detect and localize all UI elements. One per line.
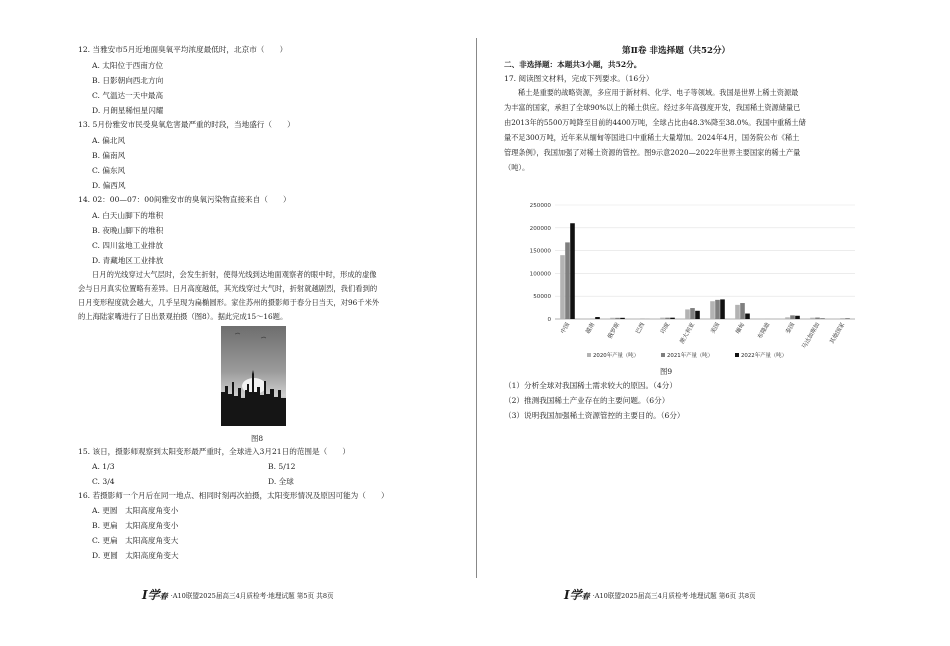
right-footer-text: ·A10联盟2025届高三4月质检考·地理试题 第6页 共8页 <box>592 591 756 600</box>
material-line-4: 量不足300万吨，近年来从缅甸等国进口中重稀土大量增加。2024年4月，国务院公布《稀土 <box>504 133 800 142</box>
q13-option-c: C. 偏东风 <box>92 166 126 175</box>
bar-2022-9 <box>795 316 800 319</box>
material-line-1: 稀土是重要的战略资源，多应用于新材料、化学、电子等领域。我国是世界上稀土资源最 <box>518 88 799 97</box>
bar-2021-0 <box>565 242 570 319</box>
x-tick-label: 泰国 <box>785 322 797 336</box>
figure-8-caption: 图8 <box>251 434 264 443</box>
q15-option-d: D. 全球 <box>268 477 294 486</box>
bar-2022-6 <box>720 299 725 319</box>
legend-label: 2022年产量（吨） <box>741 353 788 359</box>
right-footer <box>564 586 756 603</box>
figure-9-caption: 图9 <box>660 367 673 376</box>
passage-line-3: 日月变形程度就会越大，几乎呈现为扁椭圆形。家住苏州的摄影师于春分日当天，对96千米外 <box>78 298 380 307</box>
bar-2022-1 <box>595 317 600 319</box>
legend-label: 2021年产量（吨） <box>667 353 714 359</box>
sub-question-1: （1）分析全球对我国稀土需求较大的原因。（4分） <box>504 381 677 390</box>
y-tick-label: 0 <box>547 317 551 323</box>
passage-line-2: 会与日月真实位置略有差异。日月高度越低，其光线穿过大气时，折射就越剧烈，我们看到的 <box>78 284 378 293</box>
section-subtitle: 二、非选择题：本题共3小题，共52分。 <box>504 60 642 69</box>
q14-option-a: A. 白天山脚下的堆积 <box>92 211 164 220</box>
q13-option-a: A. 偏北风 <box>92 136 126 145</box>
y-tick-label: 50000 <box>533 294 551 301</box>
material-line-6: （吨）。 <box>504 163 530 172</box>
x-tick-label: 澳大利亚 <box>679 322 697 346</box>
y-tick-label: 200000 <box>529 225 551 232</box>
page-divider <box>476 38 477 578</box>
bar-2020-10 <box>810 318 815 319</box>
y-tick-label: 100000 <box>529 271 551 278</box>
passage-line-1: 日月的光线穿过大气层时，会发生折射，使得光线到达地面观察者的眼中时，形成的虚像 <box>92 270 377 279</box>
q17-stem: 17. 阅读图文材料，完成下列要求。（16分） <box>504 74 654 83</box>
left-footer-text: ·A10联盟2025届高三4月质检考·地理试题 第5页 共8页 <box>170 591 334 600</box>
section-title: 第Ⅱ卷 非选择题（共52分） <box>622 46 731 56</box>
legend-swatch <box>661 353 665 357</box>
x-tick-label: 布隆迪 <box>757 322 772 341</box>
bar-2020-0 <box>560 255 565 319</box>
bar-2021-10 <box>815 318 820 319</box>
rare-earth-production-chart <box>515 195 860 365</box>
sub-question-3: （3）说明我国加强稀土资源管控的主要目的。（6分） <box>504 411 685 420</box>
x-tick-label: 俄罗斯 <box>607 322 622 341</box>
q12-option-c: C. 气温达一天中最高 <box>92 91 164 100</box>
left-footer <box>142 586 334 603</box>
passage-line-4: 的上海陆家嘴进行了日出景观拍摄（图8）。据此完成15～16题。 <box>78 312 288 321</box>
q15-option-b: B. 5/12 <box>268 462 296 471</box>
x-tick-label: 马达加斯加 <box>801 322 822 351</box>
bar-2021-5 <box>690 308 695 319</box>
legend-swatch <box>587 353 591 357</box>
q16-stem: 16. 若摄影师一个月后在同一地点、相同时刻再次拍摄，太阳变形情况及原因可能为（ ） <box>78 491 389 500</box>
q12-stem: 12. 当雅安市5月近地面臭氧平均浓度最低时，北京市（ ） <box>78 45 288 54</box>
bar-2022-2 <box>620 318 625 319</box>
bar-2020-6 <box>710 301 715 319</box>
y-tick-label: 250000 <box>529 203 551 209</box>
bar-2021-6 <box>715 300 720 319</box>
q14-option-c: C. 四川盆地工业排放 <box>92 241 164 250</box>
sub-question-2: （2）推测我国稀土产业存在的主要问题。（6分） <box>504 396 670 405</box>
x-tick-label: 中国 <box>560 322 572 336</box>
q13-stem: 13. 5月份雅安市民受臭氧危害最严重的时段，当地盛行（ ） <box>78 120 295 129</box>
bar-2022-7 <box>745 314 750 319</box>
q15-option-c: C. 3/4 <box>92 477 115 486</box>
q16-option-d: D. 更圆 太阳高度角变大 <box>92 551 179 560</box>
q14-option-d: D. 青藏地区工业排放 <box>92 256 164 265</box>
q12-option-a: A. 太阳位于西南方位 <box>92 61 164 70</box>
material-line-3: 由2013年的5500万吨降至目前的4400万吨，全球占比由48.3%降至38.0%。我国中重稀土储 <box>504 118 806 127</box>
bar-2021-7 <box>740 303 745 319</box>
publisher-logo: I学春 <box>564 588 590 602</box>
bar-2022-5 <box>695 311 700 319</box>
q14-stem: 14. 02：00—07：00间雅安市的臭氧污染物直接来自（ ） <box>78 195 291 204</box>
q15-stem: 15. 该日，摄影师观察到太阳变形最严重时，全球进入3月21日的范围是（ ） <box>78 447 350 456</box>
bar-2020-7 <box>735 305 740 319</box>
q16-option-b: B. 更扁 太阳高度角变小 <box>92 521 179 530</box>
q13-option-d: D. 偏西风 <box>92 181 126 190</box>
material-line-2: 为丰富的国家，承担了全球90%以上的稀土供应。经过多年高强度开发，我国稀土资源储量已 <box>504 103 801 112</box>
bar-2022-4 <box>670 318 675 319</box>
bar-2020-9 <box>785 317 790 319</box>
q12-option-d: D. 月朗星稀恒星闪耀 <box>92 106 164 115</box>
x-tick-label: 越南 <box>585 322 597 336</box>
q12-option-b: B. 日影朝向西北方向 <box>92 76 164 85</box>
q15-option-a: A. 1/3 <box>92 462 115 471</box>
x-tick-label: 其他国家 <box>829 322 847 346</box>
bar-2020-4 <box>660 318 665 319</box>
bar-2021-4 <box>665 318 670 319</box>
legend-label: 2020年产量（吨） <box>593 353 640 359</box>
bar-2021-9 <box>790 315 795 319</box>
bar-2020-2 <box>610 318 615 319</box>
bar-2021-2 <box>615 318 620 319</box>
sunrise-photo <box>221 326 286 426</box>
publisher-logo: I学春 <box>142 588 168 602</box>
q13-option-b: B. 偏南风 <box>92 151 126 160</box>
q14-option-b: B. 夜晚山脚下的堆积 <box>92 226 164 235</box>
y-tick-label: 150000 <box>529 248 551 255</box>
x-tick-label: 巴西 <box>635 322 647 336</box>
q16-option-c: C. 更扁 太阳高度角变大 <box>92 536 179 545</box>
x-tick-label: 美国 <box>710 322 722 336</box>
x-tick-label: 印度 <box>660 322 672 336</box>
bar-2022-0 <box>570 223 575 319</box>
q16-option-a: A. 更圆 太阳高度角变小 <box>92 506 179 515</box>
material-line-5: 管理条例》，我国加强了对稀土资源的管控。图9示意2020—2022年世界主要国家的稀土产量 <box>504 148 801 157</box>
legend-swatch <box>735 353 739 357</box>
x-tick-label: 缅甸 <box>735 322 747 336</box>
bar-2020-5 <box>685 309 690 319</box>
